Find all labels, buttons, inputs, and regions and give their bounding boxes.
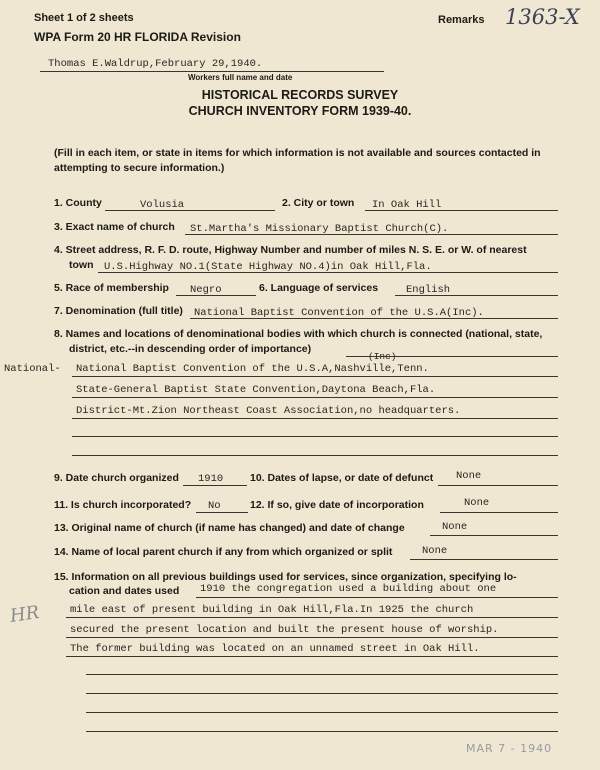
worker-underline — [40, 71, 384, 72]
bodies-underline-2 — [72, 397, 558, 398]
language-value: English — [406, 284, 451, 296]
incorporated-value: No — [208, 500, 221, 512]
race-value: Negro — [190, 284, 222, 296]
original-name-value: None — [442, 521, 468, 533]
buildings-underline-1 — [66, 617, 558, 618]
bodies-label-2: district, etc.--in descending order of importance) — [69, 343, 312, 355]
county-underline — [105, 210, 275, 211]
form-title-line1: HISTORICAL RECORDS SURVEY — [201, 88, 399, 102]
bodies-underline-4 — [72, 436, 558, 437]
buildings-underline-7 — [86, 731, 558, 732]
denomination-value: National Baptist Convention of the U.S.A(Inc). — [194, 307, 484, 319]
buildings-line1: 1910 the congregation used a building about one — [200, 583, 497, 595]
remarks-label: Remarks — [438, 14, 485, 26]
defunct-underline — [438, 485, 558, 486]
buildings-underline-4 — [86, 674, 558, 675]
address-label-town: town — [69, 259, 94, 271]
city-label: 2. City or town — [282, 197, 355, 209]
buildings-line2: mile east of present building in Oak Hill,Fla.In 1925 the church — [70, 604, 474, 616]
buildings-underline-0 — [196, 597, 558, 598]
defunct-value: None — [456, 470, 482, 482]
margin-note-hr: HR — [8, 602, 41, 627]
bodies-underline-1 — [72, 376, 558, 377]
bodies-line2: State-General Baptist State Convention,Daytona Beach,Fla. — [76, 384, 436, 396]
incorporated-underline — [196, 512, 248, 513]
incorporation-date-value: None — [464, 497, 490, 509]
buildings-line3: secured the present location and built the present house of worship. — [70, 624, 499, 636]
defunct-label: 10. Dates of lapse, or date of defunct — [250, 472, 434, 484]
buildings-underline-6 — [86, 712, 558, 713]
bodies-line1: National Baptist Convention of the U.S.A,Nashville,Tenn. — [76, 363, 429, 375]
buildings-underline-5 — [86, 693, 558, 694]
parent-church-label: 14. Name of local parent church if any from which organized or split — [54, 546, 393, 558]
previous-buildings-label-2: cation and dates used — [69, 585, 180, 597]
bodies-underline-3 — [72, 418, 558, 419]
buildings-underline-2 — [66, 637, 558, 638]
church-name-label: 3. Exact name of church — [54, 221, 175, 233]
original-name-label: 13. Original name of church (if name has changed) and date of change — [54, 522, 405, 534]
city-value: In Oak Hill — [372, 199, 442, 211]
buildings-line4: The former building was located on an unnamed street in Oak Hill. — [70, 643, 480, 655]
bodies-line1-insert: (Inc) — [368, 351, 397, 362]
race-label: 5. Race of membership — [54, 282, 169, 294]
address-label: 4. Street address, R. F. D. route, Highway Number and number of miles N. S. E. or W. of nearest — [54, 244, 527, 256]
bodies-line3: District-Mt.Zion Northeast Coast Association,no headquarters. — [76, 405, 461, 417]
instructions: (Fill in each item, or state in items for which information is not available and sources contacted in attempting to secure information.) — [54, 147, 541, 174]
sheet-number: Sheet 1 of 2 sheets — [34, 12, 134, 24]
denomination-label: 7. Denomination (full title) — [54, 305, 183, 317]
county-label: 1. County — [54, 197, 102, 209]
organized-underline — [183, 485, 247, 486]
received-stamp: MAR 7 - 1940 — [466, 742, 553, 755]
form-title-line2: CHURCH INVENTORY FORM 1939-40. — [188, 104, 412, 118]
parent-church-underline — [410, 559, 558, 560]
incorporation-date-underline — [440, 512, 558, 513]
bodies-underline-5 — [72, 455, 558, 456]
address-value: U.S.Highway NO.1(State Highway NO.4)in Oak Hill,Fla. — [104, 261, 432, 273]
original-name-underline — [430, 535, 558, 536]
language-label: 6. Language of services — [259, 282, 379, 294]
worker-name-date: Thomas E.Waldrup,February 29,1940. — [48, 58, 263, 70]
buildings-underline-3 — [66, 656, 558, 657]
incorporated-label: 11. Is church incorporated? — [54, 499, 192, 511]
worker-caption: Workers full name and date — [188, 73, 293, 82]
incorporation-date-label: 12. If so, give date of incorporation — [250, 499, 424, 511]
organized-label: 9. Date church organized — [54, 472, 179, 484]
previous-buildings-label: 15. Information on all previous buildings used for services, since organization, specifying lo- — [54, 571, 517, 583]
church-name-value: St.Martha's Missionary Baptist Church(C). — [190, 223, 449, 235]
county-value: Volusia — [140, 199, 185, 211]
parent-church-value: None — [422, 545, 448, 557]
remarks-number: 1363-X — [505, 5, 580, 29]
form-id: WPA Form 20 HR FLORIDA Revision — [34, 30, 241, 44]
bodies-prefix: National- — [4, 363, 61, 375]
organized-value: 1910 — [198, 473, 224, 485]
bodies-label: 8. Names and locations of denominational bodies with which church is connected (national, state, — [54, 328, 543, 340]
